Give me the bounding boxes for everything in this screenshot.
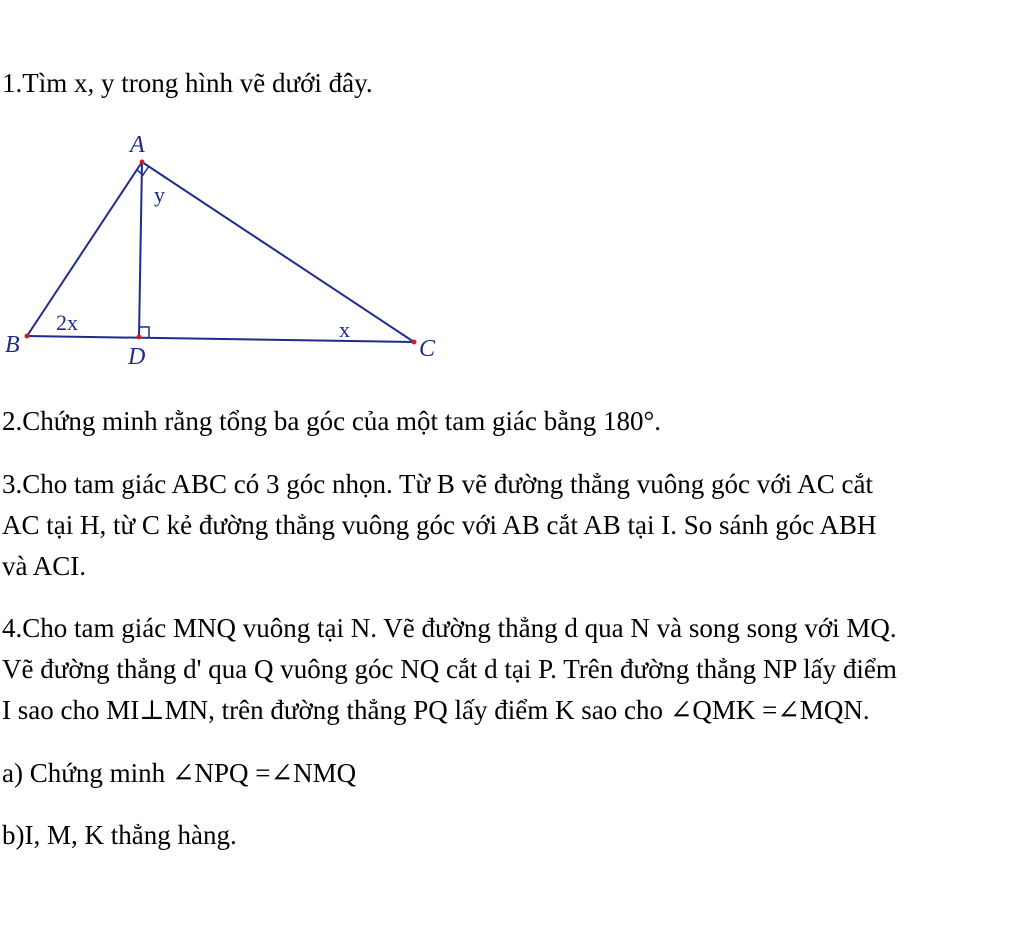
label-x: x: [339, 317, 350, 342]
problem-1-text: 1.Tìm x, y trong hình vẽ dưới đây.: [2, 68, 373, 98]
side-ac: [142, 162, 414, 342]
problem-4-line-1: 4.Cho tam giác MNQ vuông tại N. Vẽ đường thẳng d qua N và song song với MQ.: [2, 613, 897, 643]
label-2x: 2x: [56, 310, 78, 335]
problem-3-line-2: AC tại H, từ C kẻ đường thẳng vuông góc với AB cắt AB tại I. So sánh góc ABH: [2, 510, 877, 540]
problem-4-line-2: Vẽ đường thẳng d' qua Q vuông góc NQ cắt d tại P. Trên đường thẳng NP lấy điểm: [2, 654, 897, 684]
side-ab: [27, 162, 142, 336]
triangle-figure: [0, 130, 450, 380]
point-c: [412, 340, 417, 345]
side-bc: [27, 336, 414, 342]
label-d: D: [128, 344, 146, 370]
problem-4-line-3: I sao cho MI⊥MN, trên đường thẳng PQ lấy điểm K sao cho ∠QMK =∠MQN.: [2, 695, 870, 725]
point-a: [140, 160, 145, 165]
label-b: B: [5, 332, 20, 358]
problem-2-text: 2.Chứng minh rằng tổng ba góc của một tam giác bằng 180°.: [2, 406, 662, 436]
problem-3-line-3: và ACI.: [2, 551, 86, 581]
problem-4-part-b: b)I, M, K thẳng hàng.: [2, 820, 237, 850]
label-a: A: [130, 132, 145, 158]
label-c: C: [419, 336, 436, 362]
point-d: [137, 335, 142, 340]
problem-4-part-a: a) Chứng minh ∠NPQ =∠NMQ: [2, 758, 357, 788]
altitude-ad: [139, 162, 142, 337]
point-b: [25, 334, 30, 339]
label-y: y: [154, 182, 165, 207]
problem-3-line-1: 3.Cho tam giác ABC có 3 góc nhọn. Từ B vẽ đường thẳng vuông góc với AC cắt: [2, 469, 873, 499]
